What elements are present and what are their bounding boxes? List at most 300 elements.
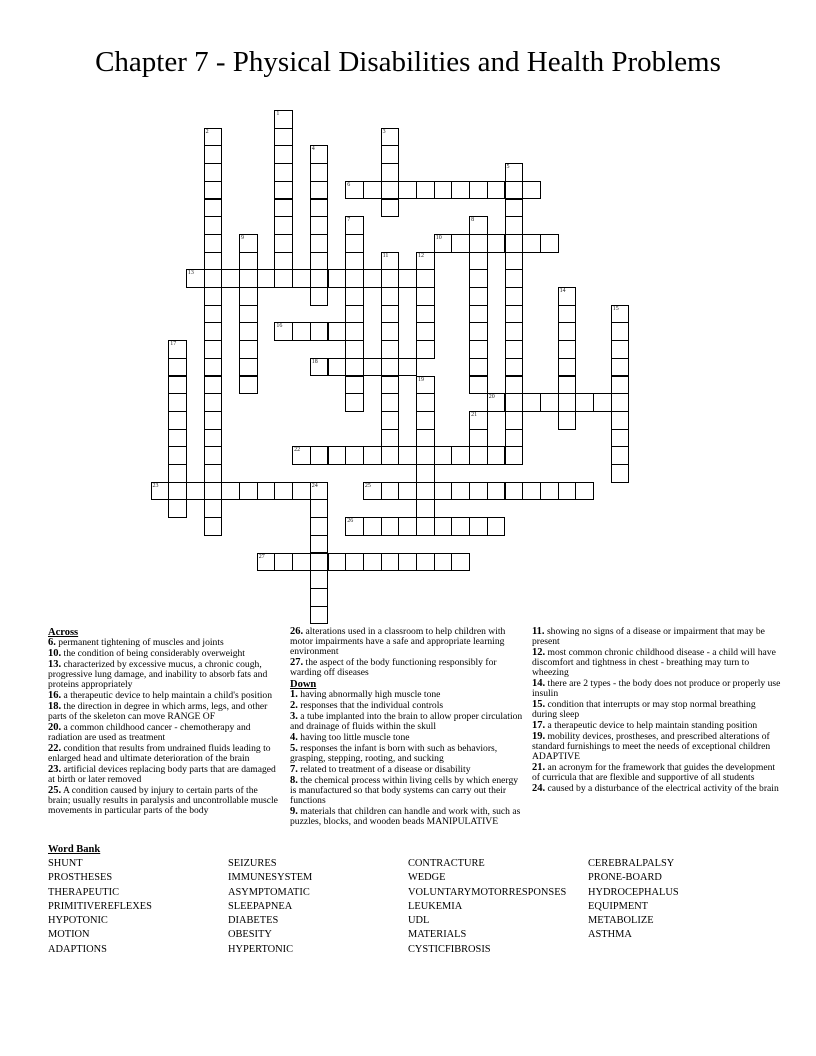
grid-cell[interactable] bbox=[575, 482, 594, 501]
grid-cell[interactable] bbox=[310, 553, 329, 572]
grid-cell[interactable] bbox=[204, 499, 223, 518]
grid-cell[interactable] bbox=[505, 376, 524, 395]
grid-cell[interactable] bbox=[151, 482, 170, 501]
grid-cell[interactable] bbox=[558, 287, 577, 306]
grid-cell[interactable] bbox=[168, 464, 187, 483]
grid-cell[interactable] bbox=[204, 411, 223, 430]
grid-cell[interactable] bbox=[611, 393, 630, 412]
grid-cell[interactable] bbox=[239, 340, 258, 359]
grid-cell[interactable] bbox=[434, 181, 453, 200]
grid-cell[interactable] bbox=[239, 252, 258, 271]
grid-cell[interactable] bbox=[168, 499, 187, 518]
grid-cell[interactable] bbox=[416, 305, 435, 324]
grid-cell[interactable] bbox=[451, 553, 470, 572]
grid-cell[interactable] bbox=[328, 446, 347, 465]
word-bank-column bbox=[588, 857, 679, 943]
grid-cell[interactable] bbox=[469, 358, 488, 377]
grid-cell[interactable] bbox=[469, 482, 488, 501]
grid-cell[interactable] bbox=[505, 322, 524, 341]
across-clue bbox=[290, 627, 526, 657]
grid-cell[interactable] bbox=[487, 446, 506, 465]
grid-cell[interactable] bbox=[416, 322, 435, 341]
clue-number: 3 bbox=[382, 128, 386, 135]
grid-cell[interactable] bbox=[469, 181, 488, 200]
clue-text: a therapeutic device to help maintain standing position bbox=[547, 719, 758, 731]
word-bank-word: PROSTHESES bbox=[48, 872, 113, 884]
clue-text: condition that interrupts or may stop normal breathing during sleep bbox=[532, 698, 756, 720]
grid-cell[interactable] bbox=[381, 199, 400, 218]
grid-cell[interactable] bbox=[274, 199, 293, 218]
grid-cell[interactable] bbox=[345, 181, 364, 200]
grid-cell[interactable] bbox=[328, 269, 347, 288]
grid-cell[interactable] bbox=[345, 376, 364, 395]
word-bank-word: VOLUNTARYMOTORRESPONSES bbox=[408, 886, 567, 898]
grid-cell[interactable] bbox=[345, 216, 364, 235]
grid-cell[interactable] bbox=[540, 393, 559, 412]
grid-cell[interactable] bbox=[611, 376, 630, 395]
grid-cell[interactable] bbox=[451, 517, 470, 536]
grid-cell[interactable] bbox=[611, 464, 630, 483]
grid-cell[interactable] bbox=[416, 181, 435, 200]
grid-cell[interactable] bbox=[487, 482, 506, 501]
grid-cell[interactable] bbox=[310, 252, 329, 271]
grid-cell[interactable] bbox=[204, 199, 223, 218]
clues-column-1 bbox=[48, 627, 280, 817]
grid-cell[interactable] bbox=[558, 482, 577, 501]
grid-cell[interactable] bbox=[310, 234, 329, 253]
grid-cell[interactable] bbox=[310, 517, 329, 536]
grid-cell[interactable] bbox=[451, 181, 470, 200]
grid-cell[interactable] bbox=[487, 181, 506, 200]
grid-cell[interactable] bbox=[345, 305, 364, 324]
grid-cell[interactable] bbox=[310, 482, 329, 501]
grid-cell[interactable] bbox=[522, 393, 541, 412]
grid-cell[interactable] bbox=[310, 145, 329, 164]
grid-cell[interactable] bbox=[345, 340, 364, 359]
grid-cell[interactable] bbox=[310, 287, 329, 306]
grid-cell[interactable] bbox=[416, 269, 435, 288]
grid-cell[interactable] bbox=[239, 269, 258, 288]
grid-cell[interactable] bbox=[239, 234, 258, 253]
grid-cell[interactable] bbox=[274, 482, 293, 501]
grid-cell[interactable] bbox=[505, 216, 524, 235]
clue-number: 23 bbox=[152, 482, 159, 489]
grid-cell[interactable] bbox=[505, 411, 524, 430]
grid-cell[interactable] bbox=[239, 322, 258, 341]
grid-cell[interactable] bbox=[505, 446, 524, 465]
grid-cell[interactable] bbox=[469, 322, 488, 341]
grid-cell[interactable] bbox=[381, 429, 400, 448]
grid-cell[interactable] bbox=[381, 322, 400, 341]
grid-cell[interactable] bbox=[381, 145, 400, 164]
grid-cell[interactable] bbox=[274, 181, 293, 200]
grid-cell[interactable] bbox=[381, 376, 400, 395]
clue-text: responses that the individual controls bbox=[300, 700, 444, 711]
grid-cell[interactable] bbox=[505, 358, 524, 377]
grid-cell[interactable] bbox=[416, 429, 435, 448]
grid-cell[interactable] bbox=[558, 376, 577, 395]
clue-number: 17. bbox=[532, 719, 546, 731]
grid-cell[interactable] bbox=[469, 429, 488, 448]
grid-cell[interactable] bbox=[345, 393, 364, 412]
grid-cell[interactable] bbox=[328, 553, 347, 572]
grid-cell[interactable] bbox=[505, 234, 524, 253]
grid-cell[interactable] bbox=[274, 163, 293, 182]
grid-cell[interactable] bbox=[345, 252, 364, 271]
clue-number: 13. bbox=[48, 659, 62, 671]
grid-cell[interactable] bbox=[274, 216, 293, 235]
grid-cell[interactable] bbox=[204, 234, 223, 253]
grid-cell[interactable] bbox=[381, 482, 400, 501]
grid-cell[interactable] bbox=[469, 287, 488, 306]
grid-cell[interactable] bbox=[345, 517, 364, 536]
clue-text: showing no signs of a disease or impairment that may be present bbox=[532, 626, 765, 647]
grid-cell[interactable] bbox=[239, 305, 258, 324]
grid-cell[interactable] bbox=[381, 305, 400, 324]
clue-number: 5 bbox=[506, 164, 510, 171]
word-bank-word: MATERIALS bbox=[408, 929, 467, 941]
grid-cell[interactable] bbox=[487, 393, 506, 412]
grid-cell[interactable] bbox=[416, 464, 435, 483]
grid-cell[interactable] bbox=[505, 199, 524, 218]
grid-cell[interactable] bbox=[416, 553, 435, 572]
grid-cell[interactable] bbox=[487, 517, 506, 536]
grid-cell[interactable] bbox=[505, 393, 524, 412]
grid-cell[interactable] bbox=[505, 429, 524, 448]
grid-cell[interactable] bbox=[363, 517, 382, 536]
grid-cell[interactable] bbox=[487, 234, 506, 253]
grid-cell[interactable] bbox=[522, 482, 541, 501]
grid-cell[interactable] bbox=[204, 340, 223, 359]
grid-cell[interactable] bbox=[310, 322, 329, 341]
grid-cell[interactable] bbox=[505, 252, 524, 271]
grid-cell[interactable] bbox=[345, 269, 364, 288]
clue-number: 16. bbox=[48, 690, 62, 702]
grid-cell[interactable] bbox=[469, 234, 488, 253]
grid-cell[interactable] bbox=[345, 553, 364, 572]
grid-cell[interactable] bbox=[292, 482, 311, 501]
grid-cell[interactable] bbox=[451, 482, 470, 501]
clue-text: the chemical process within living cells by which energy is manufactured so that body systems can carry out their functions bbox=[290, 775, 519, 807]
grid-cell[interactable] bbox=[204, 252, 223, 271]
grid-cell[interactable] bbox=[558, 358, 577, 377]
grid-cell[interactable] bbox=[381, 411, 400, 430]
grid-cell[interactable] bbox=[204, 128, 223, 147]
grid-cell[interactable] bbox=[505, 163, 524, 182]
grid-cell[interactable] bbox=[434, 553, 453, 572]
grid-cell[interactable] bbox=[505, 340, 524, 359]
grid-cell[interactable] bbox=[292, 322, 311, 341]
grid-cell[interactable] bbox=[381, 358, 400, 377]
grid-cell[interactable] bbox=[310, 606, 329, 625]
grid-cell[interactable] bbox=[505, 269, 524, 288]
grid-cell[interactable] bbox=[416, 411, 435, 430]
grid-cell[interactable] bbox=[257, 553, 276, 572]
across-clue bbox=[48, 702, 280, 722]
grid-cell[interactable] bbox=[204, 269, 223, 288]
grid-cell[interactable] bbox=[292, 269, 311, 288]
grid-cell[interactable] bbox=[310, 269, 329, 288]
grid-cell[interactable] bbox=[381, 553, 400, 572]
grid-cell[interactable] bbox=[611, 446, 630, 465]
grid-cell[interactable] bbox=[204, 322, 223, 341]
grid-cell[interactable] bbox=[274, 128, 293, 147]
grid-cell[interactable] bbox=[363, 269, 382, 288]
grid-cell[interactable] bbox=[328, 322, 347, 341]
word-bank-word: MOTION bbox=[48, 929, 90, 941]
grid-cell[interactable] bbox=[398, 269, 417, 288]
grid-cell[interactable] bbox=[239, 287, 258, 306]
grid-cell[interactable] bbox=[416, 340, 435, 359]
grid-cell[interactable] bbox=[168, 482, 187, 501]
word-bank-word: OBESITY bbox=[228, 929, 272, 941]
clue-text: the aspect of the body functioning responsibly for warding off diseases bbox=[290, 656, 497, 678]
grid-cell[interactable] bbox=[186, 482, 205, 501]
grid-cell[interactable] bbox=[611, 429, 630, 448]
grid-cell[interactable] bbox=[310, 199, 329, 218]
grid-cell[interactable] bbox=[292, 553, 311, 572]
clue-number: 7 bbox=[347, 217, 351, 224]
grid-cell[interactable] bbox=[204, 163, 223, 182]
grid-cell[interactable] bbox=[221, 269, 240, 288]
grid-cell[interactable] bbox=[611, 358, 630, 377]
word-bank-word: EQUIPMENT bbox=[588, 900, 649, 912]
grid-cell[interactable] bbox=[274, 145, 293, 164]
grid-cell[interactable] bbox=[522, 181, 541, 200]
grid-cell[interactable] bbox=[328, 358, 347, 377]
grid-cell[interactable] bbox=[204, 517, 223, 536]
grid-cell[interactable] bbox=[398, 482, 417, 501]
across-clue bbox=[48, 691, 280, 701]
grid-cell[interactable] bbox=[469, 376, 488, 395]
grid-cell[interactable] bbox=[363, 358, 382, 377]
clue-text: a therapeutic device to help maintain a child's position bbox=[63, 690, 272, 702]
grid-cell[interactable] bbox=[505, 482, 524, 501]
grid-cell[interactable] bbox=[540, 234, 559, 253]
grid-cell[interactable] bbox=[363, 446, 382, 465]
grid-cell[interactable] bbox=[274, 322, 293, 341]
grid-cell[interactable] bbox=[310, 216, 329, 235]
grid-cell[interactable] bbox=[381, 163, 400, 182]
grid-cell[interactable] bbox=[168, 358, 187, 377]
grid-cell[interactable] bbox=[416, 393, 435, 412]
grid-cell[interactable] bbox=[398, 446, 417, 465]
grid-cell[interactable] bbox=[345, 446, 364, 465]
grid-cell[interactable] bbox=[274, 110, 293, 129]
clue-number: 26 bbox=[347, 518, 354, 525]
grid-cell[interactable] bbox=[469, 411, 488, 430]
grid-cell[interactable] bbox=[416, 517, 435, 536]
grid-cell[interactable] bbox=[168, 446, 187, 465]
grid-cell[interactable] bbox=[416, 376, 435, 395]
grid-cell[interactable] bbox=[416, 252, 435, 271]
word-bank-word: WEDGE bbox=[408, 872, 446, 884]
grid-cell[interactable] bbox=[168, 393, 187, 412]
grid-cell[interactable] bbox=[204, 287, 223, 306]
grid-cell[interactable] bbox=[416, 446, 435, 465]
clue-number: 8 bbox=[471, 217, 475, 224]
grid-cell[interactable] bbox=[345, 234, 364, 253]
grid-cell[interactable] bbox=[398, 358, 417, 377]
grid-cell[interactable] bbox=[204, 145, 223, 164]
grid-cell[interactable] bbox=[451, 234, 470, 253]
grid-cell[interactable] bbox=[204, 393, 223, 412]
grid-cell[interactable] bbox=[416, 499, 435, 518]
grid-cell[interactable] bbox=[381, 517, 400, 536]
grid-cell[interactable] bbox=[310, 588, 329, 607]
clue-number: 21. bbox=[532, 761, 546, 773]
grid-cell[interactable] bbox=[204, 464, 223, 483]
clue-text: there are 2 types - the body does not produce or properly use insulin bbox=[532, 677, 781, 699]
clues-column-3 bbox=[532, 627, 782, 795]
grid-cell[interactable] bbox=[434, 234, 453, 253]
grid-cell[interactable] bbox=[381, 252, 400, 271]
grid-cell[interactable] bbox=[274, 553, 293, 572]
clue-number: 19. bbox=[532, 731, 546, 742]
grid-cell[interactable] bbox=[434, 446, 453, 465]
across-clue bbox=[290, 658, 526, 678]
down-clue bbox=[532, 784, 782, 794]
grid-cell[interactable] bbox=[558, 411, 577, 430]
grid-cell[interactable] bbox=[381, 446, 400, 465]
grid-cell[interactable] bbox=[292, 446, 311, 465]
grid-cell[interactable] bbox=[398, 181, 417, 200]
clue-text: condition that results from undrained fluids leading to enlarged head and ultimate deterioration of the brain bbox=[48, 743, 271, 765]
grid-cell[interactable] bbox=[363, 553, 382, 572]
grid-cell[interactable] bbox=[310, 570, 329, 589]
clue-text: related to treatment of a disease or disability bbox=[300, 764, 471, 776]
grid-cell[interactable] bbox=[381, 269, 400, 288]
grid-cell[interactable] bbox=[239, 376, 258, 395]
grid-cell[interactable] bbox=[469, 340, 488, 359]
grid-cell[interactable] bbox=[398, 517, 417, 536]
grid-cell[interactable] bbox=[505, 305, 524, 324]
grid-cell[interactable] bbox=[469, 252, 488, 271]
grid-cell[interactable] bbox=[505, 181, 524, 200]
grid-cell[interactable] bbox=[345, 287, 364, 306]
down-clue bbox=[532, 627, 782, 647]
grid-cell[interactable] bbox=[575, 393, 594, 412]
grid-cell[interactable] bbox=[469, 269, 488, 288]
grid-cell[interactable] bbox=[168, 340, 187, 359]
grid-cell[interactable] bbox=[611, 305, 630, 324]
down-clue bbox=[532, 763, 782, 783]
grid-cell[interactable] bbox=[558, 305, 577, 324]
grid-cell[interactable] bbox=[310, 499, 329, 518]
clues-column-2 bbox=[290, 627, 526, 828]
grid-cell[interactable] bbox=[469, 517, 488, 536]
down-clue bbox=[532, 679, 782, 699]
clue-number: 12 bbox=[418, 252, 424, 259]
grid-cell[interactable] bbox=[239, 358, 258, 377]
grid-cell[interactable] bbox=[204, 358, 223, 377]
word-bank-heading: Word Bank bbox=[48, 844, 101, 855]
grid-cell[interactable] bbox=[168, 376, 187, 395]
clue-number: 20. bbox=[48, 722, 62, 734]
clue-number: 21 bbox=[471, 411, 478, 418]
grid-cell[interactable] bbox=[381, 340, 400, 359]
grid-cell[interactable] bbox=[204, 482, 223, 501]
clue-number: 26. bbox=[290, 626, 304, 637]
grid-cell[interactable] bbox=[310, 181, 329, 200]
clue-text: the condition of being considerably overweight bbox=[63, 648, 245, 660]
grid-cell[interactable] bbox=[434, 482, 453, 501]
word-bank-word: IMMUNESYSTEM bbox=[228, 872, 313, 884]
grid-cell[interactable] bbox=[310, 535, 329, 554]
grid-cell[interactable] bbox=[274, 269, 293, 288]
grid-cell[interactable] bbox=[611, 411, 630, 430]
grid-cell[interactable] bbox=[204, 376, 223, 395]
grid-cell[interactable] bbox=[469, 305, 488, 324]
grid-cell[interactable] bbox=[381, 287, 400, 306]
grid-cell[interactable] bbox=[363, 482, 382, 501]
grid-cell[interactable] bbox=[257, 482, 276, 501]
grid-cell[interactable] bbox=[204, 181, 223, 200]
clue-number: 9 bbox=[241, 234, 244, 241]
word-bank-word: ASTHMA bbox=[588, 929, 632, 941]
grid-cell[interactable] bbox=[416, 287, 435, 306]
grid-cell[interactable] bbox=[416, 482, 435, 501]
grid-cell[interactable] bbox=[469, 216, 488, 235]
clue-number: 4. bbox=[290, 732, 298, 744]
grid-cell[interactable] bbox=[611, 322, 630, 341]
grid-cell[interactable] bbox=[239, 482, 258, 501]
grid-cell[interactable] bbox=[186, 269, 205, 288]
grid-cell[interactable] bbox=[469, 446, 488, 465]
grid-cell[interactable] bbox=[398, 553, 417, 572]
grid-cell[interactable] bbox=[274, 234, 293, 253]
grid-cell[interactable] bbox=[363, 181, 382, 200]
grid-cell[interactable] bbox=[168, 411, 187, 430]
word-bank-word: SHUNT bbox=[48, 858, 83, 869]
grid-cell[interactable] bbox=[310, 163, 329, 182]
down-clue bbox=[290, 807, 526, 827]
grid-cell[interactable] bbox=[204, 305, 223, 324]
clue-number: 22 bbox=[294, 447, 301, 454]
grid-cell[interactable] bbox=[168, 429, 187, 448]
grid-cell[interactable] bbox=[558, 322, 577, 341]
word-bank-word: HYDROCEPHALUS bbox=[588, 886, 679, 898]
grid-cell[interactable] bbox=[381, 393, 400, 412]
grid-cell[interactable] bbox=[558, 393, 577, 412]
grid-cell[interactable] bbox=[505, 287, 524, 306]
grid-cell[interactable] bbox=[204, 429, 223, 448]
grid-cell[interactable] bbox=[540, 482, 559, 501]
clue-number: 22. bbox=[48, 743, 62, 755]
grid-cell[interactable] bbox=[204, 216, 223, 235]
grid-cell[interactable] bbox=[434, 517, 453, 536]
grid-cell[interactable] bbox=[274, 252, 293, 271]
grid-cell[interactable] bbox=[522, 234, 541, 253]
grid-cell[interactable] bbox=[345, 322, 364, 341]
grid-cell[interactable] bbox=[611, 340, 630, 359]
grid-cell[interactable] bbox=[558, 340, 577, 359]
grid-cell[interactable] bbox=[257, 269, 276, 288]
clue-number: 4 bbox=[311, 146, 315, 153]
page-title: Chapter 7 - Physical Disabilities and Health Problems bbox=[95, 46, 721, 78]
grid-cell[interactable] bbox=[221, 482, 240, 501]
grid-cell[interactable] bbox=[381, 181, 400, 200]
grid-cell[interactable] bbox=[204, 446, 223, 465]
grid-cell[interactable] bbox=[310, 358, 329, 377]
grid-cell[interactable] bbox=[310, 446, 329, 465]
grid-cell[interactable] bbox=[381, 128, 400, 147]
grid-cell[interactable] bbox=[345, 358, 364, 377]
clue-number: 24. bbox=[532, 782, 546, 794]
grid-cell[interactable] bbox=[593, 393, 612, 412]
grid-cell[interactable] bbox=[451, 446, 470, 465]
clue-text: alterations used in a classroom to help children with motor impairments have a safe and appropriate learning environment bbox=[290, 626, 506, 657]
